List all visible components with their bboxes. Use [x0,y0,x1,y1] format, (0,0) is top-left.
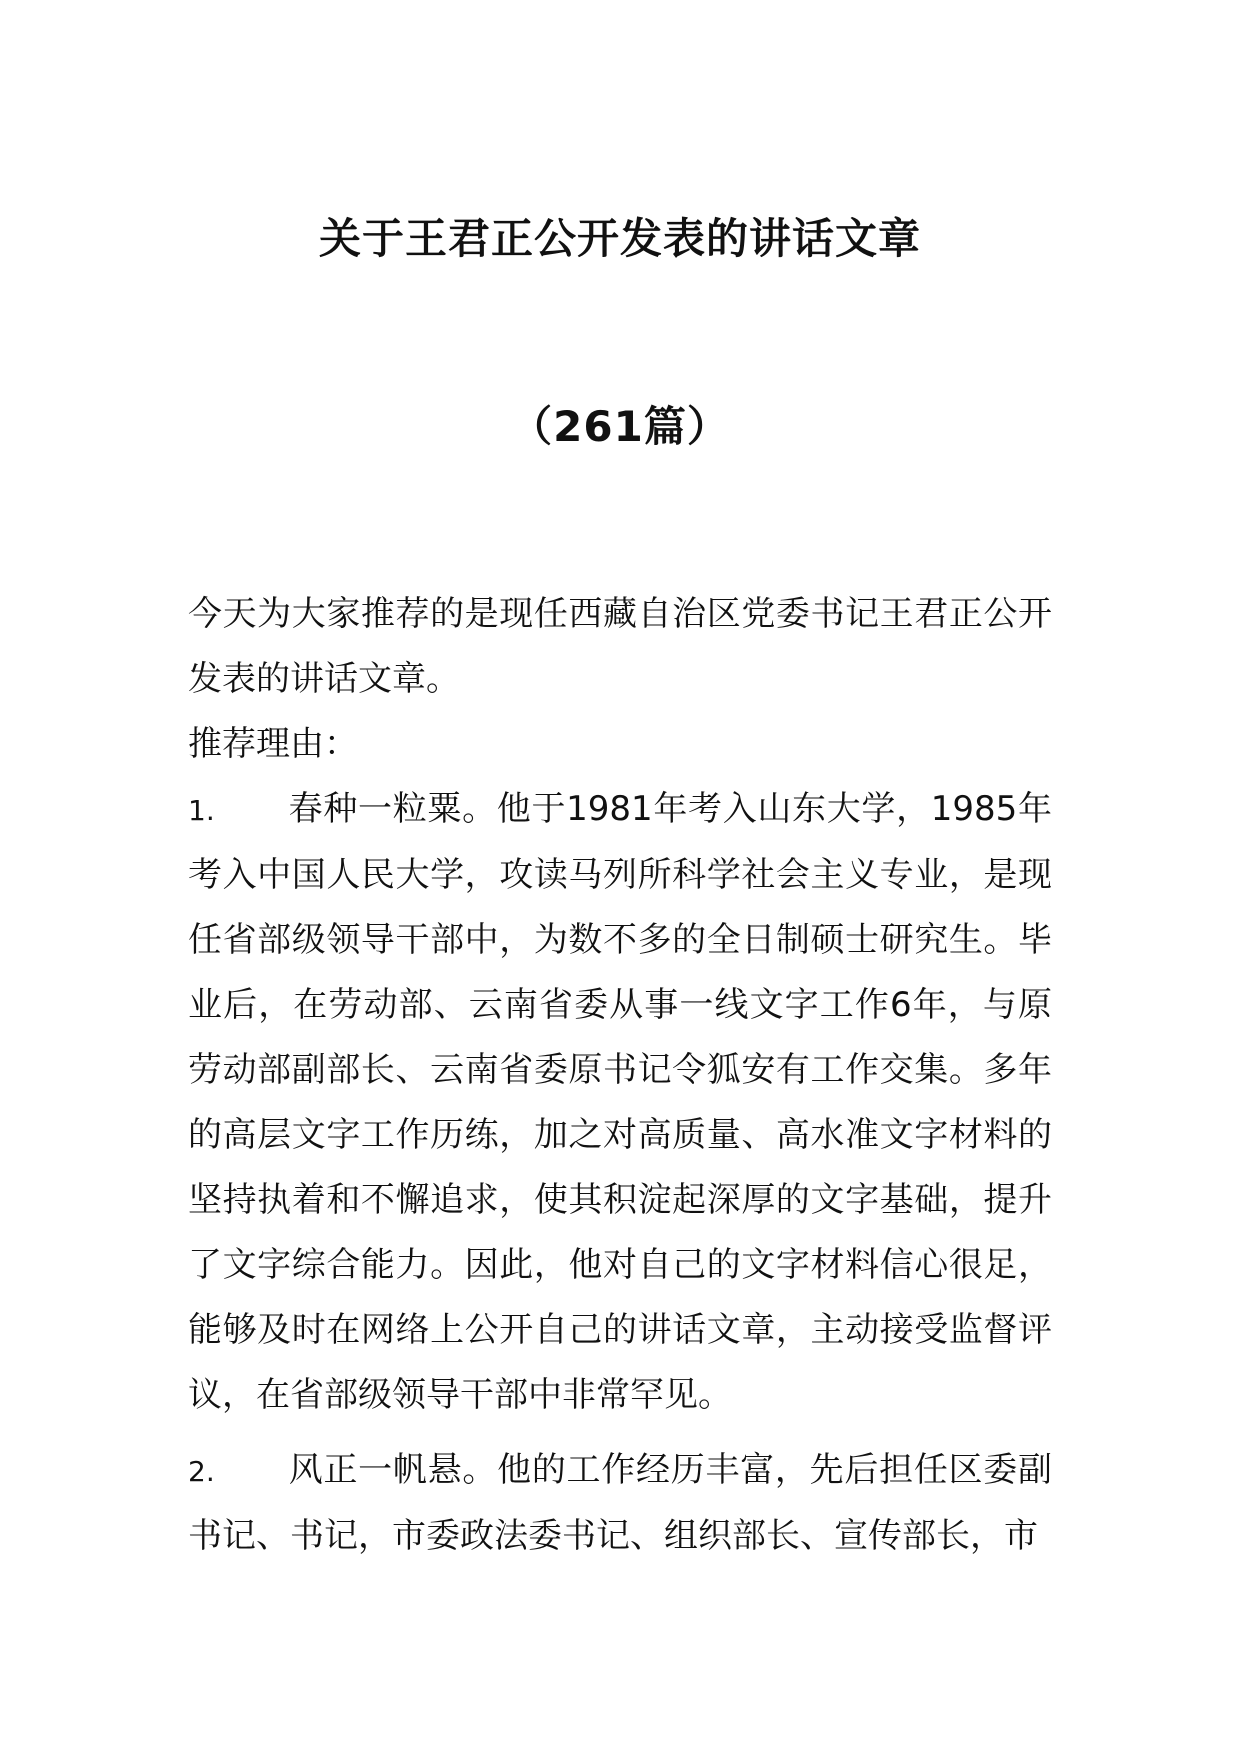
document-body [188,582,1052,1569]
intro-paragraph: 今天为大家推荐的是现任西藏自治区党委书记王君正公开发表的讲话文章。 [188,594,1052,699]
document-subtitle: （261篇） [510,402,730,451]
list-item-number: 2. [188,1455,215,1488]
list-item-number: 1. [188,794,215,827]
list-item-text: 春种一粒粟。他于1981年考入山东大学，1985年考入中国人民大学，攻读马列所科学社会主义专业，是现任省部级领导干部中，为数不多的全日制硕士研究生。毕业后，在劳动部、云南省委从事一线文字工作6年，与原劳动部副部长、云南省委原书记令狐安有工作交集。多年的高层文字工作历练，加之对高质量、高水准文字材料的坚持执着和不懈追求，使其积淀起深厚的文字基础，提升了文字综合能力。因此，他对自己的文字材料信心很足，能够及时在网络上公开自己的讲话文章，主动接受监督评议，在省部级领导干部中非常罕见。 [188,789,1052,1415]
list-item [188,1438,1052,1569]
list-item-text: 风正一帆悬。他的工作经历丰富，先后担任区委副书记、书记，市委政法委书记、组织部长、宣传部长，市 [188,1450,1052,1556]
document-title: 关于王君正公开发表的讲话文章 [318,214,921,263]
list-item [188,777,1052,1428]
reasons-heading: 推荐理由： [188,724,358,764]
